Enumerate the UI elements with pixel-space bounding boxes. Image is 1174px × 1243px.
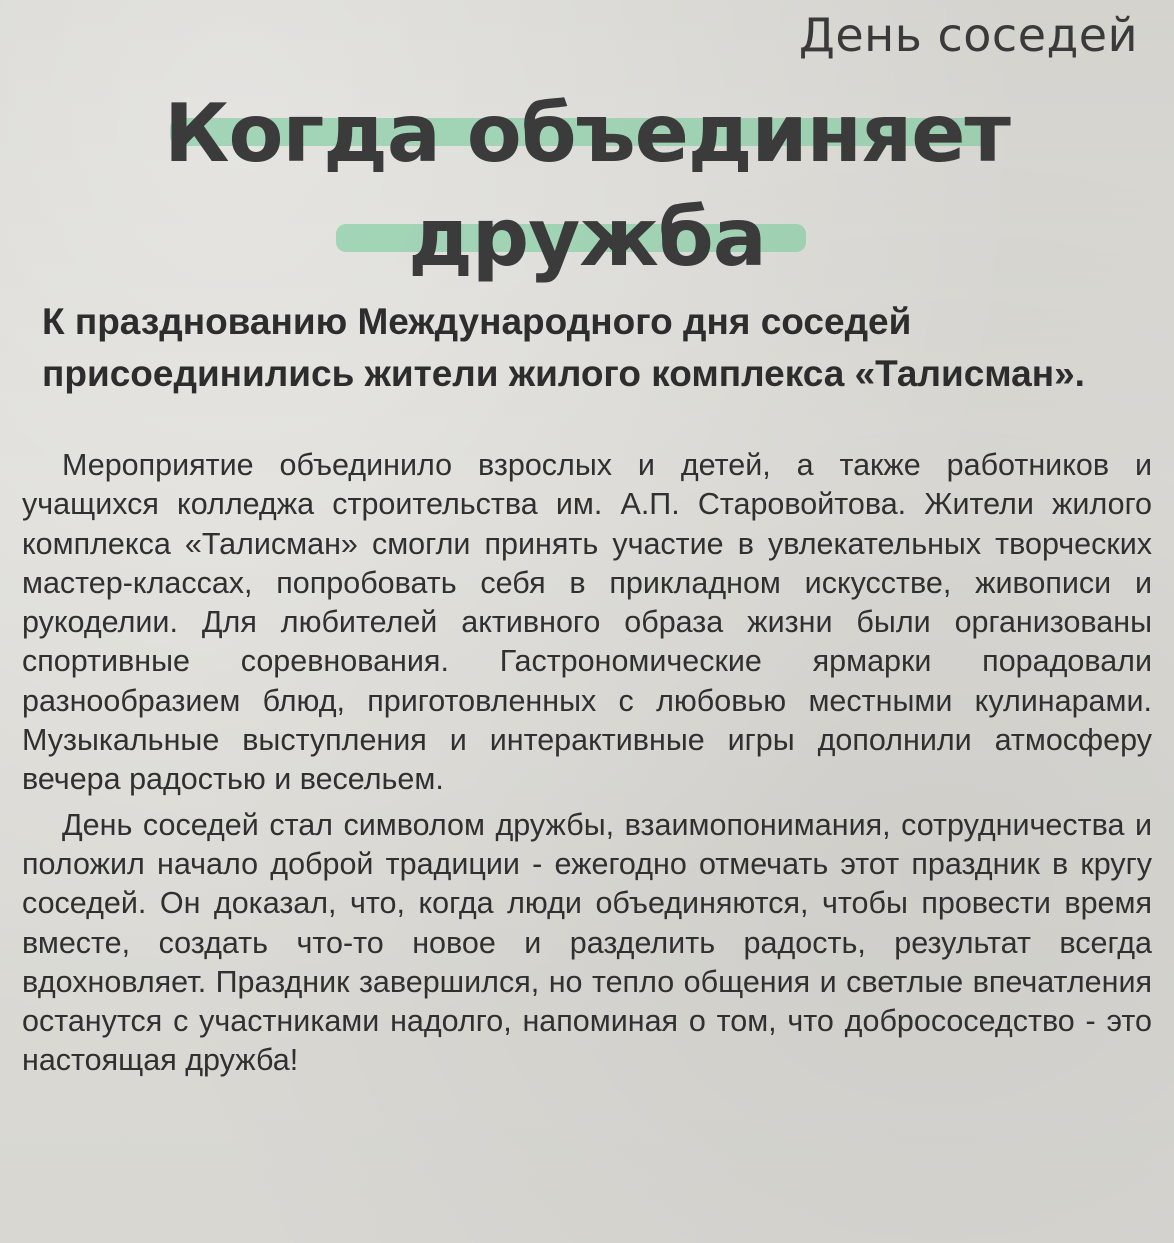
- article-headline: [0, 82, 1174, 290]
- section-rubric: День соседей: [798, 8, 1138, 62]
- article-paragraph-2: День соседей стал символом дружбы, взаимопонимания, сотрудничества и положил начало доброй традиции - ежегодно отмечать этот праздник в кругу соседей. Он доказал, что, когда люди объединяются, чтобы провести время вместе, создать что-то новое и разделить радость, результат всегда вдохновляет. Праздник завершился, но тепло общения и светлые впечатления останутся с участниками надолго, напоминая о том, что добрососедство - это настоящая дружба!: [22, 807, 1152, 1078]
- article-paragraph-1: Мероприятие объединило взрослых и детей, а также работников и учащихся колледжа строительства им. А.П. Старовойтова. Жители жилого комплекса «Талисман» смогли принять участие в увлекательных творческих мастер-классах, попробовать себя в прикладном искусстве, живописи и рукоделии. Для любителей активного образа жизни были организованы спортивные соревнования. Гастрономические ярмарки порадовали разнообразием блюд, приготовленных с любовью местными кулинарами. Музыкальные выступления и интерактивные игры дополнили атмосферу вечера радостью и весельем.: [22, 448, 1152, 797]
- headline-line-1: Когда объединяет: [164, 87, 1010, 180]
- article-body: [22, 446, 1152, 1081]
- article-lead: К празднованию Международного дня соседей присоединились жители жилого комплекса «Талисман».: [42, 301, 1085, 394]
- headline-line-2: дружба: [408, 191, 766, 284]
